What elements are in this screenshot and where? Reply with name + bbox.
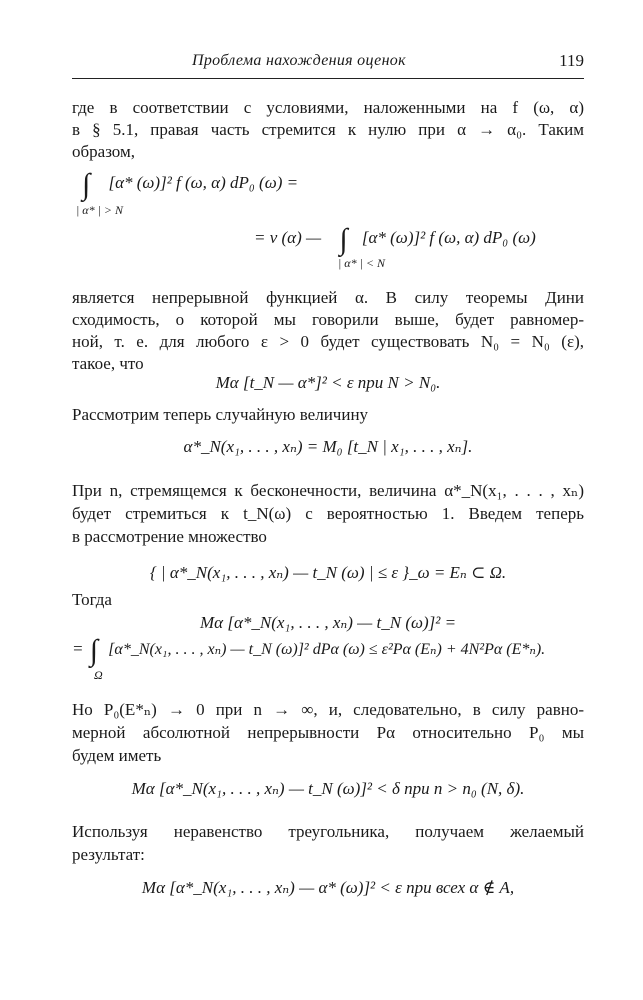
formula-convergence: Mα [α*_N(x₁, . . . , xₙ) — t_N (ω)]² < δ при n > n₀ (N, δ). — [131, 779, 525, 798]
formula-inequality: Mα [t_N — α*]² < ε при N > N₀. — [215, 373, 441, 392]
text-line: При n, стремящемся к бесконечности, величина α*_N(x₁, . . . , xₙ) — [72, 481, 584, 500]
page-number: 119 — [559, 51, 584, 70]
formula-set: { | α*_N(x₁, . . . , xₙ) — t_N (ω) | ≤ ε }_ω = Eₙ ⊂ Ω. — [149, 563, 507, 582]
running-title: Проблема нахождения оценок — [192, 52, 406, 69]
formula-result: Mα [α*_N(x₁, . . . , xₙ) — α* (ω)]² < ε при всех α ∉ A, — [141, 878, 515, 897]
formula-expectation: Mα [α*_N(x₁, . . . , xₙ) — t_N (ω)]² = — [200, 613, 457, 632]
integral-sign: ∫ — [89, 634, 98, 667]
integral-sign: ∫ — [82, 168, 91, 201]
text-line: будет стремиться к t_N(ω) с вероятностью 1. Введем теперь — [72, 504, 584, 523]
integral-limit: | α* | > N — [76, 203, 123, 217]
integral-limit: | α* | < N — [338, 256, 385, 270]
text-line: будем иметь — [72, 746, 162, 765]
text-line: такое, что — [72, 354, 144, 373]
formula-text: = v (α) — — [254, 228, 322, 247]
text-line: Тогда — [72, 590, 112, 609]
integral-sign: ∫ — [339, 223, 348, 256]
running-header — [72, 44, 584, 79]
text-line: Рассмотрим теперь случайную величину — [72, 405, 369, 424]
text-line: Используя неравенство треугольника, получаем желаемый — [72, 822, 584, 841]
formula-text: = — [72, 639, 84, 658]
text-line: в § 5.1, правая часть стремится к нулю при α → α₀. Таким — [72, 120, 584, 139]
formula-integral-2 — [254, 223, 536, 256]
formula-estimator: α*_N(x₁, . . . , xₙ) = M₀ [t_N | x₁, . . . , xₙ]. — [183, 437, 473, 456]
text-line: в рассмотрение множество — [72, 527, 267, 546]
formula-text: [α*_N(x₁, . . . , xₙ) — t_N (ω)]² dPα (ω) ≤ ε²Pα (Eₙ) + 4N²Pα (E*ₙ). — [108, 641, 546, 658]
text-line: ной, т. е. для любого ε > 0 будет существовать N₀ = N₀ (ε), — [72, 332, 584, 351]
text-line: является непрерывной функцией α. В силу теоремы Дини — [72, 288, 584, 307]
formula-integral-1 — [82, 168, 299, 201]
formula-text: [α* (ω)]² f (ω, α) dP₀ (ω) = — [108, 173, 299, 192]
formula-text: [α* (ω)]² f (ω, α) dP₀ (ω) — [361, 228, 536, 247]
text-line: результат: — [72, 845, 145, 864]
text-line: сходимость, о которой мы говорили выше, будет равномер- — [72, 310, 584, 329]
text-line: мерной абсолютной непрерывности Pα относительно P₀ мы — [72, 723, 584, 742]
text-line: где в соответствии с условиями, наложенными на f (ω, α) — [72, 98, 584, 117]
text-line: Но P₀(E*ₙ) → 0 при n → ∞, и, следовательно, в силу равно- — [72, 700, 584, 719]
text-line: образом, — [72, 142, 135, 161]
integral-limit: Ω — [94, 668, 103, 682]
formula-bound — [72, 634, 546, 667]
